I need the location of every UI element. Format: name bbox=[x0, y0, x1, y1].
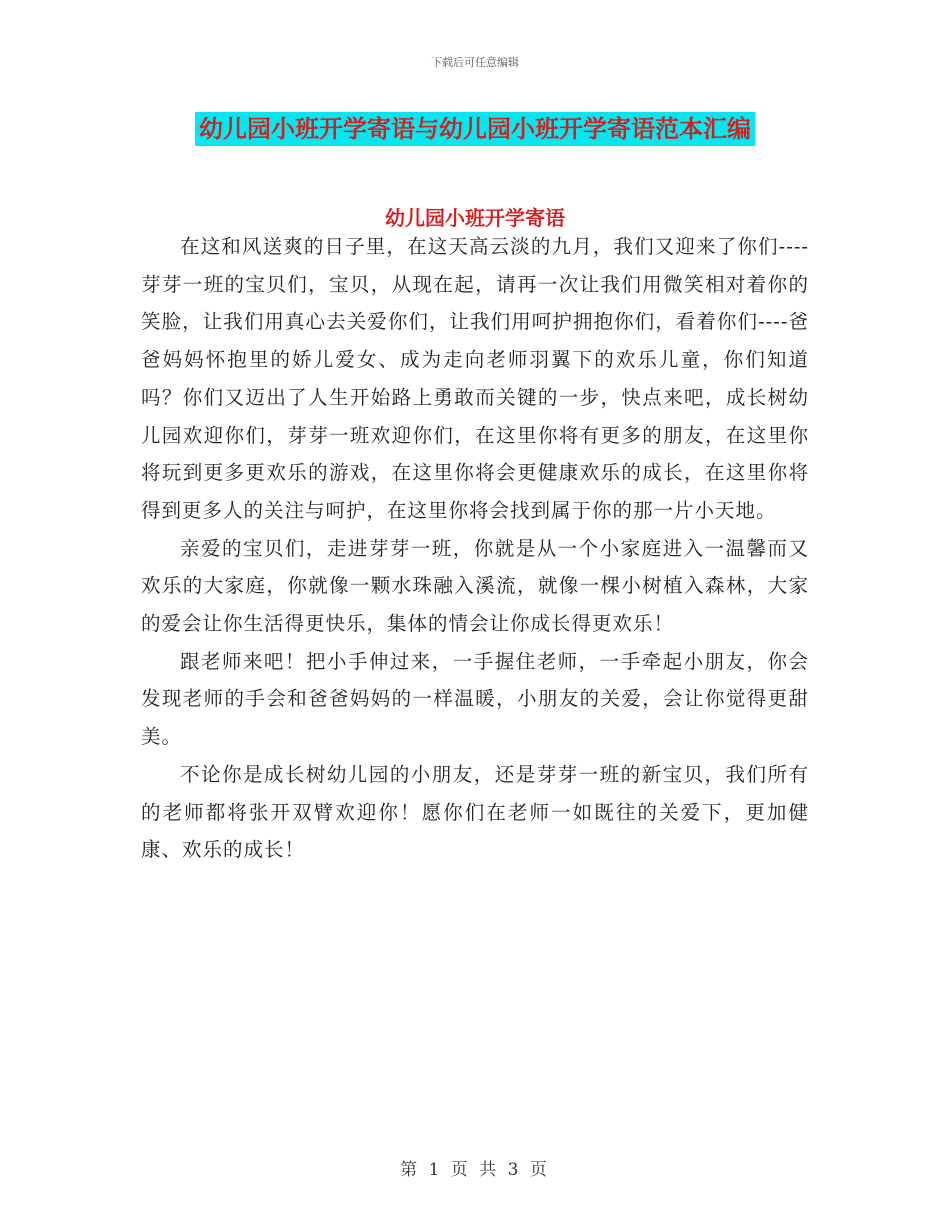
section-title: 幼儿园小班开学寄语 bbox=[385, 206, 565, 230]
article-body bbox=[141, 228, 809, 869]
document-title: 幼儿园小班开学寄语与幼儿园小班开学寄语范本汇编 bbox=[195, 112, 755, 146]
paragraph-4: 不论你是成长树幼儿园的小朋友，还是芽芽一班的新宝贝，我们所有的老师都将张开双臂欢迎你！愿你们在老师一如既往的关爱下，更加健康、欢乐的成长！ bbox=[141, 762, 809, 862]
paragraph-1: 在这和风送爽的日子里，在这天高云淡的九月，我们又迎来了你们----芽芽一班的宝贝们，宝贝，从现在起，请再一次让我们用微笑相对着你的笑脸，让我们用真心去关爱你们，让我们用呵护拥抱你们，看着你们----爸爸妈妈怀抱里的娇儿爱女、成为走向老师羽翼下的欢乐儿童，你们知道吗？你们又迈出了人生开始路上勇敢而关键的一步，快点来吧，成长树幼儿园欢迎你们，芽芽一班欢迎你们，在这里你将有更多的朋友，在这里你将玩到更多更欢乐的游戏，在这里你将会更健康欢乐的成长，在这里你将得到更多人的关注与呵护，在这里你将会找到属于你的那一片小天地。 bbox=[141, 235, 809, 522]
header-note: 下载后可任意编辑 bbox=[431, 56, 519, 69]
paragraph-2: 亲爱的宝贝们，走进芽芽一班，你就是从一个小家庭进入一温馨而又欢乐的大家庭，你就像一颗水珠融入溪流，就像一棵小树植入森林，大家的爱会让你生活得更快乐，集体的情会让你成长得更欢乐！ bbox=[141, 536, 809, 636]
paragraph-3: 跟老师来吧！把小手伸过来，一手握住老师，一手牵起小朋友，你会发现老师的手会和爸爸妈妈的一样温暖，小朋友的关爱，会让你觉得更甜美。 bbox=[141, 649, 809, 749]
page-number-footer: 第 1 页 共 3 页 bbox=[400, 1160, 550, 1180]
